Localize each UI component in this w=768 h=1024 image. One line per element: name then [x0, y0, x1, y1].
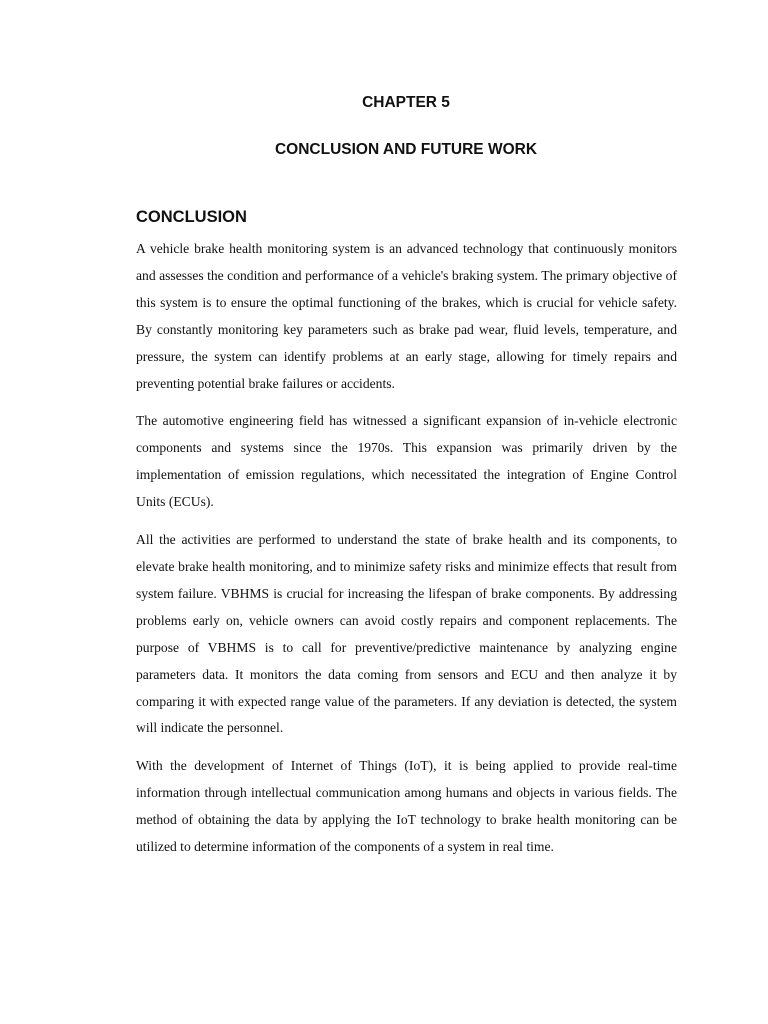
paragraph: The automotive engineering field has witnessed a significant expansion of in-vehicle electronic components and systems since the 1970s. This expansion was primarily driven by the implementation of emission regulations, which necessitated the integration of Engine Control Units (ECUs).	[136, 413, 677, 510]
chapter-label: CHAPTER 5	[362, 94, 450, 111]
paragraph: All the activities are performed to understand the state of brake health and its components, to elevate brake health monitoring, and to minimize safety risks and minimize effects that result from system failure. VBHMS is crucial for increasing the lifespan of brake components. By addressing problems early on, vehicle owners can avoid costly repairs and component replacements. The purpose of VBHMS is to call for preventive/predictive maintenance by analyzing engine parameters data. It monitors the data coming from sensors and ECU and then analyze it by comparing it with expected range value of the parameters. If any deviation is detected, the system will indicate the personnel.	[136, 532, 677, 736]
paragraph: With the development of Internet of Things (IoT), it is being applied to provide real-time information through intellectual communication among humans and objects in various fields. The method of obtaining the data by applying the IoT technology to brake health monitoring can be utilized to determine information of the components of a system in real time.	[136, 758, 677, 855]
paragraph: A vehicle brake health monitoring system is an advanced technology that continuously monitors and assesses the condition and performance of a vehicle's braking system. The primary objective of this system is to ensure the optimal functioning of the brakes, which is crucial for vehicle safety. By constantly monitoring key parameters such as brake pad wear, fluid levels, temperature, and pressure, the system can identify problems at an early stage, allowing for timely repairs and preventing potential brake failures or accidents.	[136, 241, 677, 391]
section-heading-conclusion: CONCLUSION	[136, 208, 247, 226]
body-text	[136, 236, 677, 872]
chapter-title: CONCLUSION AND FUTURE WORK	[274, 141, 538, 158]
